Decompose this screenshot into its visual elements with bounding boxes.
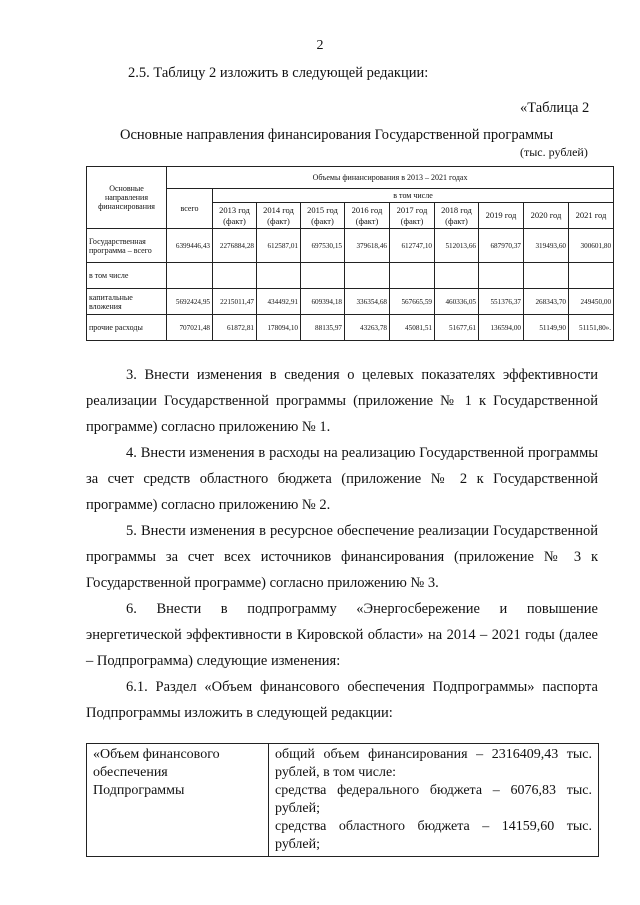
year-header: 2015 год (факт) [301, 203, 345, 229]
cell: 319493,60 [524, 229, 569, 263]
cell [569, 263, 614, 289]
cell: 336354,68 [345, 289, 390, 315]
row-label: в том числе [87, 263, 167, 289]
year-header: 2020 год [524, 203, 569, 229]
passport-federal: средства федерального бюджета – 6076,83 тыс. рублей; [275, 783, 592, 816]
paragraph-6: 6. Внести в подпрограмму «Энергосбережение и повышение энергетической эффективности в Кировской области» на 2014 – 2021 годы (далее – Подпрограмма) следующие изменения: [86, 601, 598, 669]
cell: 2276884,28 [213, 229, 257, 263]
cell: 687970,37 [479, 229, 524, 263]
table-row [87, 315, 614, 341]
cell [257, 263, 301, 289]
header-directions: Основные направления финансирования [87, 167, 167, 229]
cell: 51149,90 [524, 315, 569, 341]
table-title: Основные направления финансирования Государственной программы [120, 127, 554, 143]
year-header: 2021 год [569, 203, 614, 229]
passport-regional: средства областного бюджета – 14159,60 тыс. рублей; [275, 819, 592, 852]
year-header: 2016 год (факт) [345, 203, 390, 229]
cell [167, 263, 213, 289]
cell: 136594,00 [479, 315, 524, 341]
cell [435, 263, 479, 289]
passport-values [269, 744, 599, 857]
paragraph-6-1: 6.1. Раздел «Объем финансового обеспечения Подпрограммы» паспорта Подпрограммы изложить в следующей редакции: [86, 679, 598, 721]
cell: 609394,18 [301, 289, 345, 315]
cell: 697530,15 [301, 229, 345, 263]
cell: 551376,37 [479, 289, 524, 315]
cell: 51151,80». [569, 315, 614, 341]
paragraph-4: 4. Внести изменения в расходы на реализацию Государственной программы за счет средств областного бюджета (приложение № 2 к Государственной программе) согласно приложению № 2. [86, 445, 598, 513]
header-total: всего [167, 189, 213, 229]
passport-total: общий объем финансирования – 2316409,43 тыс. рублей, в том числе: [275, 747, 592, 780]
cell: 434492,91 [257, 289, 301, 315]
cell: 300601,80 [569, 229, 614, 263]
header-volumes: Объемы финансирования в 2013 – 2021 годах [167, 167, 614, 189]
cell: 5692424,95 [167, 289, 213, 315]
cell: 379618,46 [345, 229, 390, 263]
year-header: 2019 год [479, 203, 524, 229]
cell: 51677,61 [435, 315, 479, 341]
cell [524, 263, 569, 289]
cell: 268343,70 [524, 289, 569, 315]
table-row [87, 289, 614, 315]
passport-table [86, 743, 599, 857]
cell: 512013,66 [435, 229, 479, 263]
cell [345, 263, 390, 289]
year-header: 2013 год (факт) [213, 203, 257, 229]
financing-table [86, 166, 614, 341]
section-2-5: 2.5. Таблицу 2 изложить в следующей редакции: [128, 65, 429, 81]
cell: 6399446,43 [167, 229, 213, 263]
year-header: 2017 год (факт) [390, 203, 435, 229]
passport-label: «Объем финансового обеспечения Подпрограммы [87, 744, 269, 857]
paragraph-3: 3. Внести изменения в сведения о целевых показателях эффективности реализации Государственной программы (приложение № 1 к Государственной программе) согласно приложению № 1. [86, 367, 598, 435]
cell: 2215011,47 [213, 289, 257, 315]
cell [301, 263, 345, 289]
row-label: Государственная программа – всего [87, 229, 167, 263]
row-label: прочие расходы [87, 315, 167, 341]
cell [213, 263, 257, 289]
cell: 88135,97 [301, 315, 345, 341]
cell: 567665,59 [390, 289, 435, 315]
cell: 45081,51 [390, 315, 435, 341]
cell: 612587,01 [257, 229, 301, 263]
cell: 43263,78 [345, 315, 390, 341]
cell: 61872,81 [213, 315, 257, 341]
cell [479, 263, 524, 289]
year-header: 2014 год (факт) [257, 203, 301, 229]
cell [390, 263, 435, 289]
cell: 707021,48 [167, 315, 213, 341]
cell: 460336,05 [435, 289, 479, 315]
page-number: 2 [316, 38, 324, 53]
table-units: (тыс. рублей) [520, 145, 588, 159]
table-row [87, 229, 614, 263]
cell: 612747,10 [390, 229, 435, 263]
year-header: 2018 год (факт) [435, 203, 479, 229]
cell: 249450,00 [569, 289, 614, 315]
table-label: «Таблица 2 [520, 100, 590, 116]
header-including: в том числе [213, 189, 614, 203]
row-label: капитальные вложения [87, 289, 167, 315]
paragraph-5: 5. Внести изменения в ресурсное обеспечение реализации Государственной программы за счет всех источников финансирования (приложение № 3 к Государственной программе) согласно приложению № 3. [86, 523, 598, 591]
cell: 178094,10 [257, 315, 301, 341]
table-row [87, 263, 614, 289]
